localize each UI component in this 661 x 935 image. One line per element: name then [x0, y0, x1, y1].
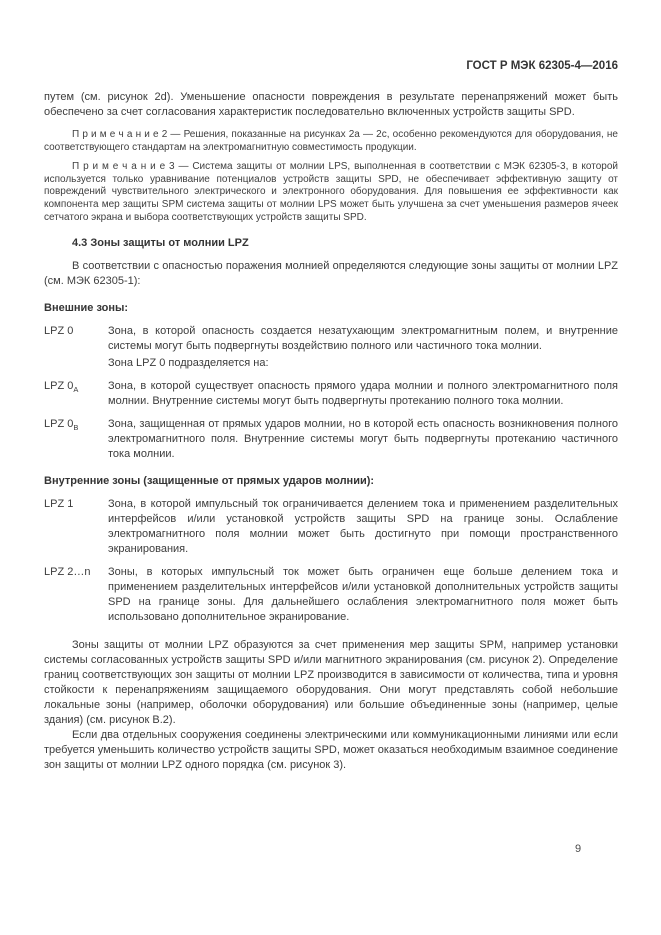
zone-term-base: LPZ 1	[44, 498, 74, 511]
zone-term-base: LPZ 0	[44, 325, 74, 338]
zone-term-base: LPZ 0	[44, 380, 74, 393]
zone-term-lpz0	[44, 324, 108, 371]
zone-row-lpz2n	[44, 565, 618, 625]
zone-desc-lpz0	[108, 324, 618, 371]
zone-row-lpz0b	[44, 417, 618, 462]
zone-desc-lpz0b	[108, 417, 618, 462]
zone-desc-text: Зона, в которой импульсный ток ограничивается делением тока и применением разделительных интерфейсов и/или установкой устройств защиты SPD на границе зоны. Ослабление электромагнитного поля молнии может быть достигнуто при помощи пространственного экранирования.	[108, 498, 618, 556]
note-2: П р и м е ч а н и е 2 — Решения, показанные на рисунках 2a — 2c, особенно рекомендуются для оборудования, не соответствующего стандартам на электромагнитную совместимость продукции.	[44, 129, 618, 153]
zone-term-lpz0a	[44, 379, 108, 409]
zone-desc-lpz0a	[108, 379, 618, 409]
paragraph-continuation: путем (см. рисунок 2d). Уменьшение опасности повреждения в результате перенапряжений может быть обеспечено за счет согласования характеристик последовательно включенных устройств защиты SPD.	[44, 91, 618, 118]
section-heading: 4.3 Зоны защиты от молнии LPZ	[72, 237, 249, 250]
zone-term-base: LPZ 2…n	[44, 566, 91, 579]
zone-desc-text: Зоны, в которых импульсный ток может быть ограничен еще больше делением тока и применением разделительных интерфейсов и/или установкой дополнительных устройств защиты SPD на границе зоны. Для дальнейшего ослабления электромагнитного поля может быть использовано дополнительное экранирование.	[108, 566, 618, 624]
closing-paragraph-2: Если два отдельных сооружения соединены электрическими или коммуникационными линиями или если требуется уменьшить количество устройств защиты SPD, может оказаться необходимым взаимное соединение зон защиты от молнии LPZ одного порядка (см. рисунок 3).	[44, 729, 618, 772]
zone-term-base: LPZ 0	[44, 418, 74, 431]
zone-row-lpz0a	[44, 379, 618, 409]
zone-row-lpz0	[44, 324, 618, 371]
zone-row-lpz1	[44, 497, 618, 557]
internal-zones-label: Внутренние зоны (защищенные от прямых ударов молнии):	[44, 475, 375, 488]
note-3: П р и м е ч а н и е 3 — Система защиты от молнии LPS, выполненная в соответствии с МЭК 62305-3, в которой используется только уравнивание потенциалов устройств защиты SPD, не обеспечивает эффективную защиту от повреждений чувствительного электрического и электронного оборудования. Для повышения ее эффективности как компонента мер защиты SPM система защиты от молнии LPS может быть улучшена за счет уменьшения размеров ячеек сетчатого экрана и выбора соответствующих устройств защиты SPD.	[44, 161, 618, 223]
zone-desc-text: Зона, в которой опасность создается незатухающим электромагнитным полем, и внутренние системы могут быть подвергнуты воздействию полного или частичного тока молнии.	[108, 325, 618, 353]
zone-desc-lpz1	[108, 497, 618, 557]
zone-term-lpz0b	[44, 417, 108, 462]
closing-paragraph-1: Зоны защиты от молнии LPZ образуются за счет применения мер защиты SPM, например установки системы согласованных устройств защиты SPD и/или магнитного экранирования (см. рисунок 2). Определение границ соответствующих зон защиты от молнии LPZ производится в зависимости от количества, типа и уровня стойкости к перенапряжениям защищаемого оборудования. Они могут представлять собой небольшие локальные зоны (например, оболочки оборудования) или большие объединенные зоны (например, целые здания) (см. рисунок В.2).	[44, 639, 618, 727]
zone-desc-lpz2n	[108, 565, 618, 625]
zone-term-lpz1	[44, 497, 108, 557]
zone-term-subscript: A	[73, 385, 79, 395]
zone-desc-text: Зона, защищенная от прямых ударов молнии, но в которой есть опасность возникновения полного электромагнитного поля. Внутренние системы могут быть подвергнуты протеканию частичного тока молнии.	[108, 418, 618, 461]
zone-desc-text: Зона, в которой существует опасность прямого удара молнии и полного электромагнитного поля молнии. Внутренние системы могут быть подвергнуты протеканию полного тока молнии.	[108, 380, 618, 408]
document-header: ГОСТ Р МЭК 62305-4—2016	[466, 60, 618, 72]
document-content	[44, 0, 618, 773]
zone-term-subscript: B	[73, 423, 79, 433]
zone-term-lpz2n	[44, 565, 108, 625]
external-zones-label: Внешние зоны:	[44, 302, 129, 315]
page-number: 9	[575, 843, 582, 855]
zone-desc-extra: Зона LPZ 0 подразделяется на:	[108, 357, 269, 370]
section-intro: В соответствии с опасностью поражения молнией определяются следующие зоны защиты от молнии LPZ (см. МЭК 62305-1):	[44, 260, 618, 288]
